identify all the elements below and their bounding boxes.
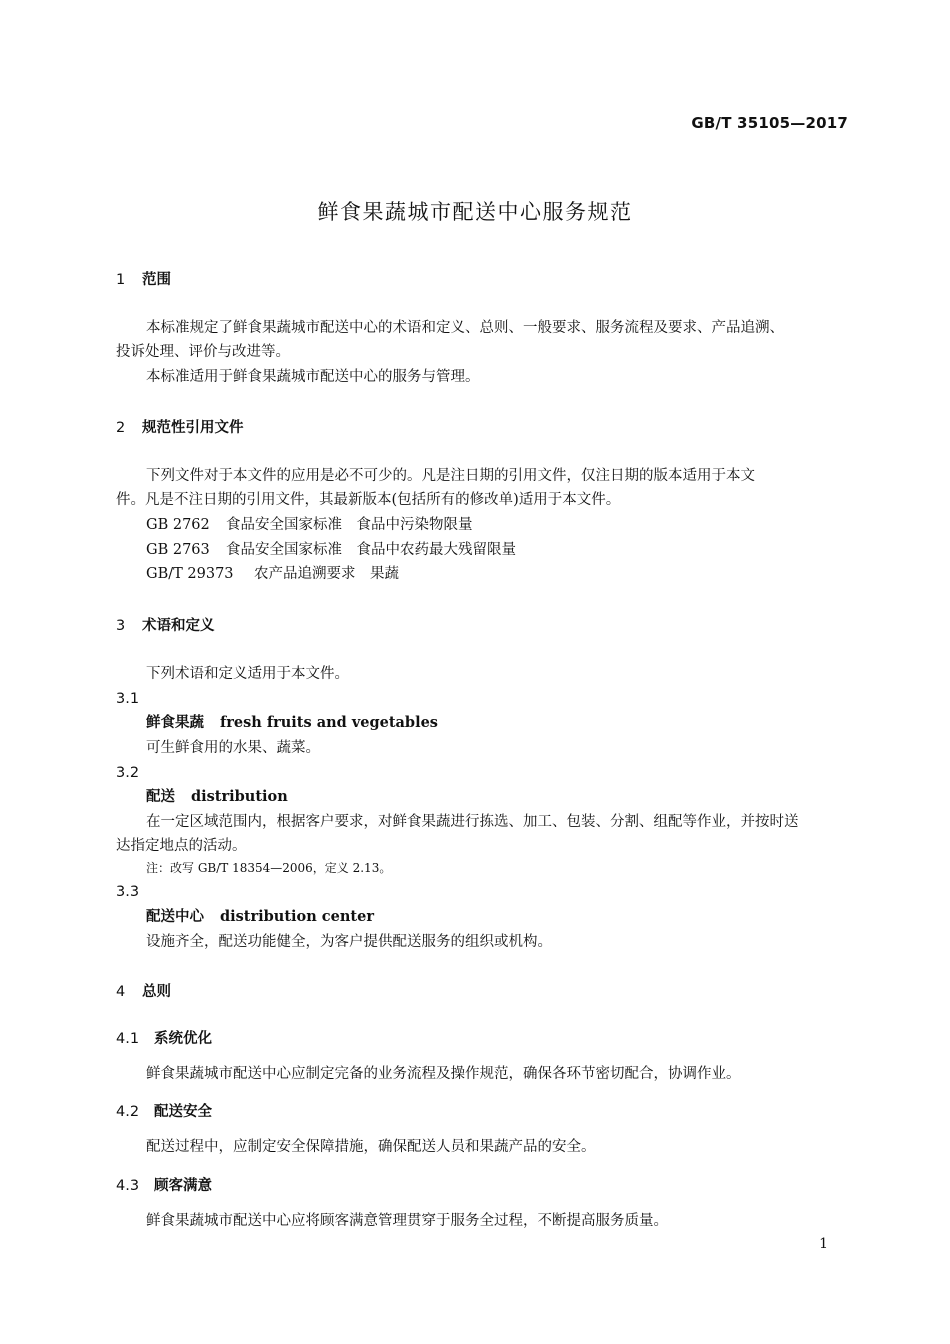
term-number: 3.2 bbox=[116, 765, 140, 781]
term-en: distribution center bbox=[220, 908, 374, 925]
subsection-number: 4.3 bbox=[116, 1178, 140, 1194]
reference-code: GB 2762 bbox=[146, 517, 210, 533]
section-title: 范围 bbox=[142, 272, 171, 288]
term-zh: 鲜食果蔬 bbox=[146, 715, 204, 731]
term-heading bbox=[146, 905, 374, 926]
reference-title: 食品安全国家标准 食品中污染物限量 bbox=[226, 517, 473, 533]
section-4-heading bbox=[116, 980, 171, 1001]
paragraph: 鲜食果蔬城市配送中心应制定完备的业务流程及操作规范，确保各环节密切配合，协调作业。 bbox=[146, 1066, 741, 1082]
section-1-heading bbox=[116, 268, 171, 289]
term-zh: 配送中心 bbox=[146, 909, 204, 925]
page-title: 鲜食果蔬城市配送中心服务规范 bbox=[317, 200, 633, 224]
subsection-title: 顾客满意 bbox=[154, 1178, 212, 1194]
reference-code: GB/T 29373 bbox=[146, 566, 234, 582]
reference-code: GB 2763 bbox=[146, 542, 210, 558]
term-definition: 达指定地点的活动。 bbox=[116, 838, 247, 854]
section-number: 4 bbox=[116, 984, 126, 1000]
page-number: 1 bbox=[819, 1236, 828, 1252]
subsection-number: 4.2 bbox=[116, 1104, 140, 1120]
section-number: 2 bbox=[116, 420, 126, 436]
term-en: fresh fruits and vegetables bbox=[220, 714, 438, 731]
subsection-heading bbox=[116, 1027, 212, 1048]
reference-item bbox=[146, 562, 399, 586]
section-title: 规范性引用文件 bbox=[142, 420, 244, 436]
term-note: 注：改写 GB/T 18354—2006，定义 2.13。 bbox=[146, 861, 392, 875]
section-2-heading bbox=[116, 416, 244, 437]
reference-item bbox=[146, 513, 473, 537]
reference-title: 食品安全国家标准 食品中农药最大残留限量 bbox=[226, 542, 516, 558]
paragraph: 本标准规定了鲜食果蔬城市配送中心的术语和定义、总则、一般要求、服务流程及要求、产品追溯、 bbox=[146, 320, 784, 336]
term-number: 3.3 bbox=[116, 884, 140, 900]
term-heading bbox=[146, 711, 438, 732]
subsection-title: 配送安全 bbox=[154, 1104, 212, 1120]
paragraph: 投诉处理、评价与改进等。 bbox=[116, 344, 290, 360]
paragraph: 本标准适用于鲜食果蔬城市配送中心的服务与管理。 bbox=[146, 369, 480, 385]
paragraph: 件。凡是不注日期的引用文件，其最新版本(包括所有的修改单)适用于本文件。 bbox=[116, 492, 621, 508]
document-number: GB/T 35105—2017 bbox=[691, 114, 848, 132]
subsection-heading bbox=[116, 1174, 212, 1195]
paragraph: 鲜食果蔬城市配送中心应将顾客满意管理贯穿于服务全过程，不断提高服务质量。 bbox=[146, 1213, 668, 1229]
subsection-heading bbox=[116, 1100, 212, 1121]
subsection-title: 系统优化 bbox=[154, 1031, 212, 1047]
term-definition: 设施齐全，配送功能健全，为客户提供配送服务的组织或机构。 bbox=[146, 934, 552, 950]
term-zh: 配送 bbox=[146, 789, 175, 805]
section-3-heading bbox=[116, 614, 215, 635]
section-number: 3 bbox=[116, 618, 126, 634]
section-title: 总则 bbox=[142, 984, 171, 1000]
reference-item bbox=[146, 538, 516, 562]
term-definition: 在一定区域范围内，根据客户要求，对鲜食果蔬进行拣选、加工、包装、分割、组配等作业，并按时送 bbox=[146, 814, 799, 830]
reference-title: 农产品追溯要求 果蔬 bbox=[254, 566, 399, 582]
term-en: distribution bbox=[191, 788, 288, 805]
paragraph: 配送过程中，应制定安全保障措施，确保配送人员和果蔬产品的安全。 bbox=[146, 1139, 596, 1155]
section-number: 1 bbox=[116, 272, 126, 288]
term-definition: 可生鲜食用的水果、蔬菜。 bbox=[146, 740, 320, 756]
paragraph: 下列术语和定义适用于本文件。 bbox=[146, 666, 349, 682]
section-title: 术语和定义 bbox=[142, 618, 215, 634]
term-number: 3.1 bbox=[116, 691, 140, 707]
paragraph: 下列文件对于本文件的应用是必不可少的。凡是注日期的引用文件，仅注日期的版本适用于本文 bbox=[146, 468, 755, 484]
term-heading bbox=[146, 785, 288, 806]
subsection-number: 4.1 bbox=[116, 1031, 140, 1047]
